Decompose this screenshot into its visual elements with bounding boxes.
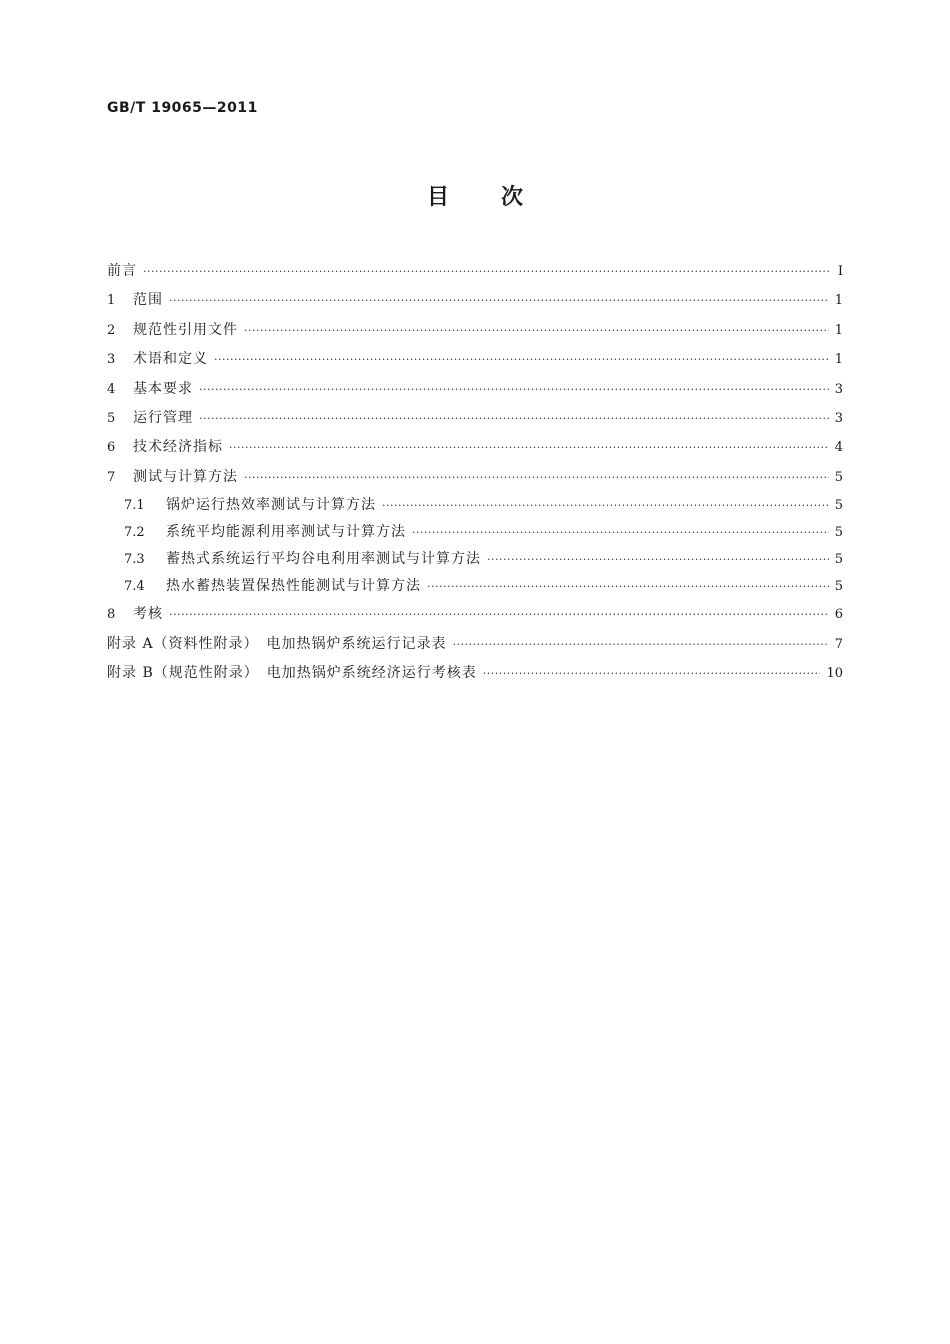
toc-entry-7[interactable] bbox=[107, 463, 843, 492]
toc-entry-number: 7 bbox=[107, 469, 116, 485]
toc-entry-number: 7.4 bbox=[124, 579, 145, 595]
toc-entry-number: 5 bbox=[107, 410, 116, 426]
toc-leader-dots bbox=[169, 600, 829, 629]
toc-leader-dots bbox=[214, 345, 829, 374]
toc-entry-1[interactable] bbox=[107, 286, 843, 315]
toc-entry-8[interactable] bbox=[107, 600, 843, 629]
toc-title-part1: 目 bbox=[426, 185, 449, 210]
toc-entry-number: 7.3 bbox=[124, 552, 145, 568]
toc-entry-page: 1 bbox=[834, 293, 843, 309]
toc-entry-page: 3 bbox=[834, 381, 843, 397]
toc-leader-dots bbox=[412, 519, 829, 546]
toc-entry-6[interactable] bbox=[107, 433, 843, 462]
toc-entry-page: 3 bbox=[834, 410, 843, 426]
toc-entry-7-1[interactable] bbox=[107, 492, 843, 519]
toc-entry-label: 术语和定义 bbox=[133, 351, 208, 368]
toc-leader-dots bbox=[143, 257, 829, 286]
toc-entry-label: 前言 bbox=[107, 263, 137, 279]
toc-entry-label: 考核 bbox=[133, 606, 163, 623]
toc-entry-label: 系统平均能源利用率测试与计算方法 bbox=[166, 524, 406, 541]
toc-leader-dots bbox=[483, 659, 821, 688]
toc-leader-dots bbox=[229, 433, 829, 462]
toc-entry-7-2[interactable] bbox=[107, 519, 843, 546]
toc-entry-number: 3 bbox=[107, 352, 116, 368]
toc-entry-label: 规范性引用文件 bbox=[133, 321, 238, 338]
toc-entry-4[interactable] bbox=[107, 375, 843, 404]
toc-list bbox=[107, 257, 843, 688]
toc-entry-3[interactable] bbox=[107, 345, 843, 374]
toc-entry-number: 8 bbox=[107, 607, 116, 623]
toc-entry-number: 1 bbox=[107, 293, 116, 309]
toc-entry-appendix-a[interactable] bbox=[107, 630, 843, 659]
toc-entry-page: 1 bbox=[834, 352, 843, 368]
toc-entry-label: 测试与计算方法 bbox=[133, 468, 238, 485]
toc-leader-dots bbox=[382, 492, 829, 519]
toc-entry-number: 7.2 bbox=[124, 525, 145, 541]
standard-code: GB/T 19065—2011 bbox=[107, 100, 258, 116]
toc-entry-appendix-b[interactable] bbox=[107, 659, 843, 688]
toc-leader-dots bbox=[199, 375, 829, 404]
toc-entry-label: 热水蓄热装置保热性能测试与计算方法 bbox=[166, 578, 421, 595]
toc-entry-number: 6 bbox=[107, 440, 116, 456]
toc-entry-label: 技术经济指标 bbox=[133, 439, 223, 456]
toc-entry-5[interactable] bbox=[107, 404, 843, 433]
toc-entry-page: 5 bbox=[834, 469, 843, 485]
toc-entry-foreword[interactable] bbox=[107, 257, 843, 286]
toc-entry-page: Ⅰ bbox=[837, 264, 843, 279]
toc-entry-number: 4 bbox=[107, 381, 116, 397]
toc-leader-dots bbox=[199, 404, 829, 433]
toc-entry-page: 5 bbox=[834, 552, 843, 568]
toc-leader-dots bbox=[244, 316, 829, 345]
toc-entry-label: 附录 A（资料性附录） 电加热锅炉系统运行记录表 bbox=[107, 635, 447, 652]
toc-entry-page: 5 bbox=[834, 579, 843, 595]
toc-entry-page: 4 bbox=[834, 440, 843, 456]
toc-entry-page: 5 bbox=[834, 498, 843, 514]
toc-leader-dots bbox=[427, 573, 829, 600]
toc-entry-2[interactable] bbox=[107, 316, 843, 345]
toc-title bbox=[0, 180, 950, 211]
toc-entry-number: 7.1 bbox=[124, 498, 145, 514]
toc-entry-label: 范围 bbox=[133, 292, 163, 309]
toc-title-part2: 次 bbox=[501, 185, 524, 210]
toc-entry-label: 锅炉运行热效率测试与计算方法 bbox=[166, 497, 376, 514]
toc-entry-7-4[interactable] bbox=[107, 573, 843, 600]
toc-entry-label: 附录 B（规范性附录） 电加热锅炉系统经济运行考核表 bbox=[107, 664, 477, 681]
toc-entry-page: 1 bbox=[834, 322, 843, 338]
toc-entry-page: 6 bbox=[834, 607, 843, 623]
toc-entry-number: 2 bbox=[107, 322, 116, 338]
toc-leader-dots bbox=[453, 630, 829, 659]
toc-entry-label: 运行管理 bbox=[133, 409, 193, 426]
toc-entry-label: 蓄热式系统运行平均谷电利用率测试与计算方法 bbox=[166, 551, 481, 568]
toc-entry-label: 基本要求 bbox=[133, 380, 193, 397]
toc-leader-dots bbox=[244, 463, 829, 492]
toc-entry-page: 10 bbox=[826, 665, 843, 681]
toc-entry-page: 7 bbox=[834, 636, 843, 652]
toc-entry-page: 5 bbox=[834, 525, 843, 541]
toc-entry-7-3[interactable] bbox=[107, 546, 843, 573]
toc-leader-dots bbox=[487, 546, 829, 573]
toc-leader-dots bbox=[169, 286, 829, 315]
